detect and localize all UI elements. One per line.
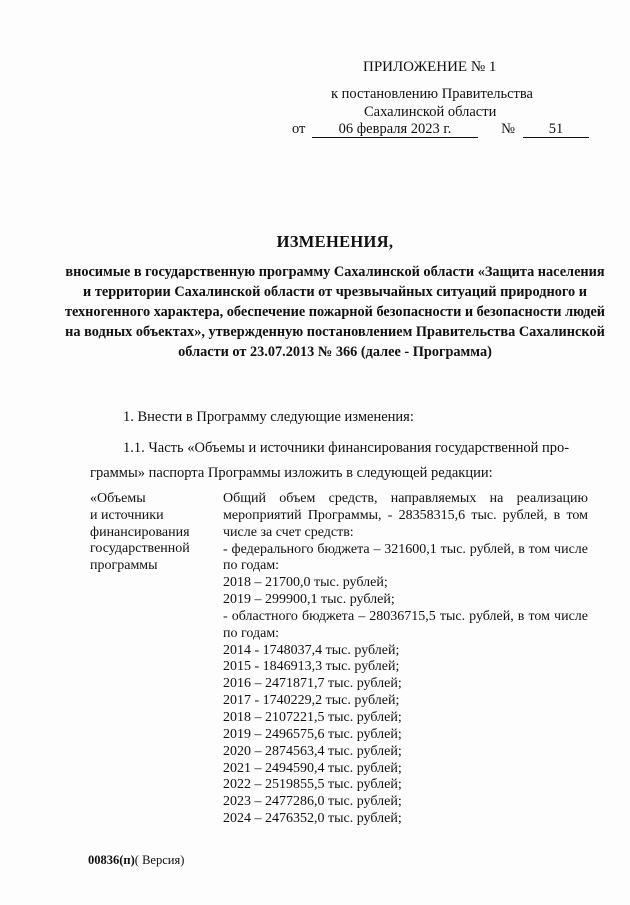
federal-budget-text: - федерального бюджета – 321600,1 тыс. рублей, в том числе по годам:: [223, 541, 588, 574]
regional-year-item: 2016 – 2471871,7 тыс. рублей;: [223, 676, 402, 692]
regional-year-item: 2024 – 2476352,0 тыс. рублей;: [223, 811, 402, 827]
regional-year-item: 2022 – 2519855,5 тыс. рублей;: [223, 777, 402, 793]
table-label-line: «Объемы: [90, 491, 146, 506]
regional-budget-text: - областного бюджета – 28036715,5 тыс. рублей, в том числе по годам:: [223, 608, 588, 641]
regional-year-item: 2020 – 2874563,4 тыс. рублей;: [223, 743, 402, 759]
appendix-title: ПРИЛОЖЕНИЕ № 1: [363, 59, 497, 75]
number-prefix: №: [501, 121, 515, 137]
footer-version: ( Версия): [134, 853, 185, 867]
appendix-date-row: [292, 121, 589, 138]
document-subtitle: вносимые в государственную программу Сахалинской области «Защита населения и территории Сахалинской области от чрезвычайных ситуаций природного и техногенного характера, обеспечение пожарной безопасности и безопасности людей на водных объектах», утвержденную постановлением Правительства Сахалинской области от 23.07.2013 № 366 (далее - Программа): [64, 264, 606, 360]
table-label-cell: [90, 491, 218, 575]
regional-year-item: 2014 - 1748037,4 тыс. рублей;: [223, 642, 400, 658]
table-value-cell: [223, 491, 588, 828]
paragraph-1-1-continued: граммы» паспорта Программы изложить в следующей редакции:: [90, 465, 493, 481]
document-title: ИЗМЕНЕНИЯ,: [276, 232, 394, 251]
appendix-date: 06 февраля 2023 г.: [312, 122, 478, 138]
footer-code: 00836(п): [88, 853, 135, 867]
table-label-line: государственной: [90, 541, 190, 557]
regional-year-item: 2017 - 1740229,2 тыс. рублей;: [223, 693, 400, 709]
table-label-line: и источники: [90, 507, 164, 523]
appendix-number: 51: [523, 122, 589, 138]
appendix-line-1: к постановлению Правительства: [331, 86, 533, 102]
title-block: [60, 232, 610, 362]
regional-year-item: 2021 – 2494590,4 тыс. рублей;: [223, 760, 402, 776]
regional-year-item: 2019 – 2496575,6 тыс. рублей;: [223, 726, 402, 742]
table-label-line: финансирования: [90, 524, 190, 540]
regional-year-item: 2018 – 2107221,5 тыс. рублей;: [223, 709, 402, 725]
funding-total-text: Общий объем средств, направляемых на реализацию мероприятий Программы, - 28358315,6 тыс. рублей, в том числе за счет средств:: [223, 491, 588, 540]
regional-year-item: 2023 – 2477286,0 тыс. рублей;: [223, 794, 402, 810]
federal-year-item: 2019 – 299900,1 тыс. рублей;: [223, 592, 395, 608]
regional-year-item: 2015 - 1846913,3 тыс. рублей;: [223, 659, 400, 675]
footer: [88, 853, 184, 868]
date-prefix: от: [292, 121, 306, 137]
appendix-line-2: Сахалинской области: [364, 104, 497, 120]
table-label-line: программы: [90, 558, 158, 574]
paragraph-1: 1. Внести в Программу следующие изменения:: [123, 409, 414, 425]
federal-year-item: 2018 – 21700,0 тыс. рублей;: [223, 575, 388, 591]
paragraph-1-1: 1.1. Часть «Объемы и источники финансирования государственной про-: [123, 440, 570, 456]
